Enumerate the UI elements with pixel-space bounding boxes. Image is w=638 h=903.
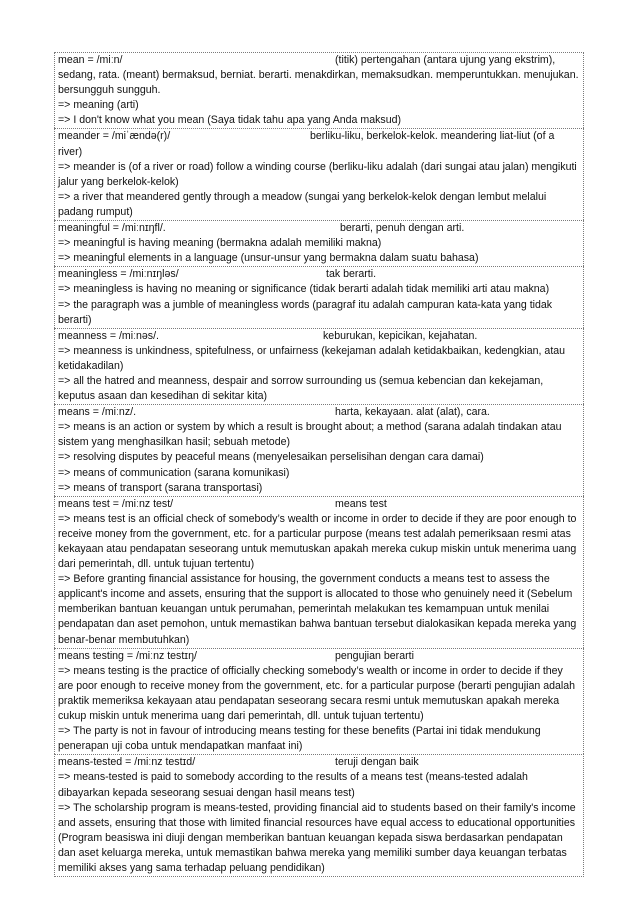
entry-header (58, 267, 581, 282)
translation-gloss: means test (335, 497, 387, 510)
example-line: => The scholarship program is means-tested, providing financial aid to students based on their family's income and assets, ensuring that those with limited financial resources have equal access to educational opportunities (Program beasiswa ini diuji dengan memberikan bantuan keuangan kepada siswa berdasarkan pendapatan dan aset keluarga mereka, untuk memastikan bahwa mereka yang memiliki sumber daya keuangan terbatas memiliki akses yang sama terhadap peluang pendidikan) (58, 801, 576, 874)
example-line: => means-tested is paid to somebody according to the results of a means test (means-tested adalah dibayarkan kepada seseorang sesuai dengan hasil means test) (58, 771, 528, 799)
headword-pronunciation: means = /miːnz/. (58, 406, 137, 419)
example-line: => all the hatred and meanness, despair and sorrow surrounding us (semua kebencian dan kekejaman, keputus asaan dan kesedihan di sekitar kita) (58, 374, 544, 403)
dictionary-entry (54, 220, 584, 266)
example-line: => meaningful elements in a language (unsur-unsur yang bermakna dalam suatu bahasa) (58, 252, 479, 265)
example-line: => meanness is unkindness, spitefulness, or unfairness (kekejaman adalah ketidakbaikan, kedengkian, atau ketidakadilan) (58, 344, 566, 372)
entry-header (58, 221, 581, 236)
example-line: => the paragraph was a jumble of meaningless words (paragraf itu adalah campuran kata-kata yang tidak berarti) (58, 298, 553, 326)
entry-header (58, 755, 581, 770)
entry-header (58, 405, 581, 420)
dictionary-entry (54, 648, 584, 755)
translation-gloss: pengujian berarti (335, 649, 414, 662)
entry-header (58, 649, 581, 664)
headword-pronunciation: means-tested = /miːnz testɪd/ (58, 756, 196, 769)
dictionary-entry (54, 404, 584, 496)
translation-gloss: tak berarti. (326, 268, 377, 281)
gloss-continuation: river) (58, 145, 83, 158)
example-line: => I don't know what you mean (Saya tidak tahu apa yang Anda maksud) (58, 114, 402, 127)
translation-gloss: (titik) pertengahan (antara ujung yang ekstrim), (335, 54, 556, 66)
headword-pronunciation: meaningful = /miːnɪŋfl/. (58, 222, 166, 235)
example-line: => a river that meandered gently through a meadow (sungai yang berkelok-kelok dengan lembut melalui padang rumput) (58, 190, 547, 218)
translation-gloss: berliku-liku, berkelok-kelok. meandering liat-liut (of a (310, 130, 555, 143)
entry-header (58, 329, 581, 344)
translation-gloss: harta, kekayaan. alat (alat), cara. (335, 406, 490, 419)
example-line: => The party is not in favour of introducing means testing for these benefits (Partai ini tidak mendukung penerapan uji coba untuk mendapatkan manfaat ini) (58, 725, 541, 753)
example-line: => Before granting financial assistance for housing, the government conducts a means test to assess the applicant's income and assets, ensuring that the support is allocated to those who genuinely need it (Sebelum memberikan bantuan keuangan untuk perumahan, pemerintah melakukan tes kemampuan untuk menilai pendapatan dan aset pemohon, untuk memastikan bahwa bantuan tersebut dialokasikan kepada mereka yang benar-benar membutuhkan) (58, 573, 577, 646)
headword-pronunciation: mean = /miːn/ (58, 54, 123, 66)
headword-pronunciation: meander = /miˈændə(r)/ (58, 130, 171, 143)
dictionary-entry (54, 52, 584, 128)
example-line: => means of transport (sarana transportasi) (58, 481, 263, 494)
dictionary-entry (54, 128, 584, 220)
entry-header (58, 497, 581, 512)
headword-pronunciation: meanness = /miːnəs/. (58, 329, 159, 342)
dictionary-entry (54, 754, 584, 877)
entry-header (58, 129, 581, 144)
gloss-continuation: sedang, rata. (meant) bermaksud, berniat. berarti. menakdirkan, memaksudkan. memperuntukkan. menujukan. bersungguh sungguh. (58, 69, 579, 97)
entry-header (58, 53, 581, 68)
example-line: => means test is an official check of somebody’s wealth or income in order to decide if they are poor enough to receive money from the government, etc. for a particular purpose (means test adalah pemeriksaan resmi atas kekayaan atau pendapatan seseorang untuk memutuskan apakah mereka cukup miskin untuk menerima uang dari pemerintah, dll. untuk tujuan tertentu) (58, 512, 577, 571)
dictionary-entry (54, 266, 584, 327)
example-line: => means testing is the practice of officially checking somebody’s wealth or income in order to decide if they are poor enough to receive money from the government, etc. for a particular purpose (berarti pengujian adalah praktik memeriksa kekayaan atau pendapatan seseorang secara resmi untuk memutuskan apakah mereka cukup miskin untuk menerima uang dari pemerintah, dll. untuk tujuan tertentu) (58, 664, 576, 723)
dictionary-entry (54, 328, 584, 404)
headword-pronunciation: meaningless = /miːnɪŋləs/ (58, 268, 179, 281)
dictionary-entry (54, 496, 584, 648)
example-line: => means of communication (sarana komunikasi) (58, 466, 290, 479)
example-line: => resolving disputes by peaceful means (menyelesaikan perselisihan dengan cara damai) (58, 451, 484, 464)
headword-pronunciation: means test = /miːnz test/ (58, 497, 174, 510)
translation-gloss: teruji dengan baik (335, 756, 419, 769)
example-line: => meaningful is having meaning (bermakna adalah memiliki makna) (58, 237, 382, 250)
example-line: => meaningless is having no meaning or significance (tidak berarti adalah tidak memiliki arti atau makna) (58, 283, 550, 296)
translation-gloss: berarti, penuh dengan arti. (340, 222, 465, 235)
example-line: => meaning (arti) (58, 99, 139, 112)
example-line: => means is an action or system by which a result is brought about; a method (sarana adalah tindakan atau sistem yang menghasilkan hasil; sebuah metode) (58, 421, 562, 449)
headword-pronunciation: means testing = /miːnz testɪŋ/ (58, 649, 197, 662)
dictionary-page (54, 52, 584, 877)
translation-gloss: keburukan, kepicikan, kejahatan. (323, 329, 478, 342)
example-line: => meander is (of a river or road) follow a winding course (berliku-liku adalah (dari sungai atau jalan) mengikuti jalur yang berkelok-kelok) (58, 160, 577, 188)
